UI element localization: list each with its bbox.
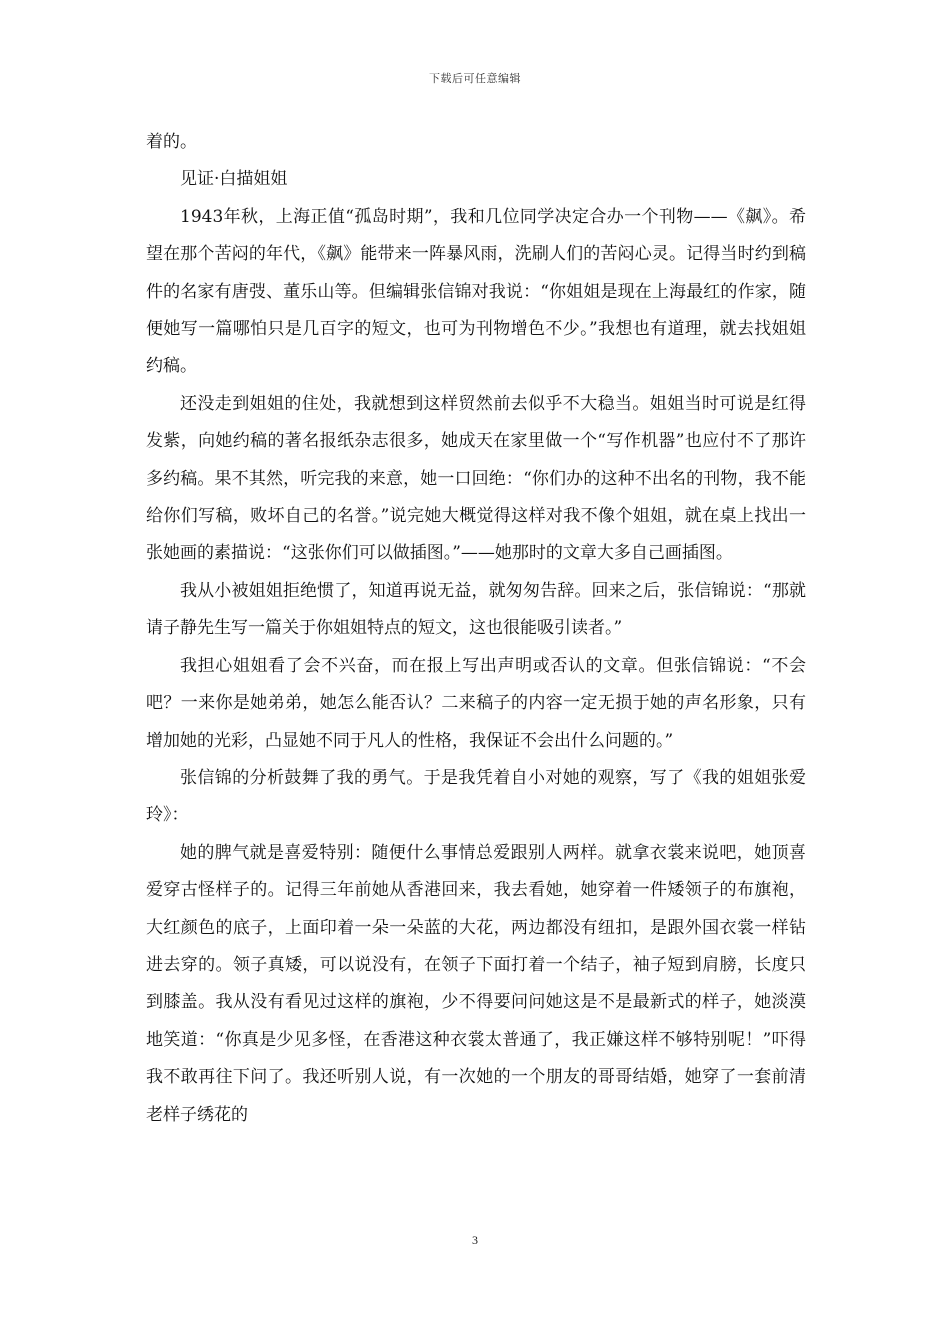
paragraph-4: 我从小被姐姐拒绝惯了，知道再说无益，就匆匆告辞。回来之后，张信锦说：“那就请子静先生写一篇关于你姐姐特点的短文，这也很能吸引读者。” [146, 580, 806, 639]
document-body [146, 124, 806, 1134]
paragraph-1: 着的。 [146, 132, 197, 152]
paragraph-7: 她的脾气就是喜爱特别：随便什么事情总爱跟别人两样。就拿衣裳来说吧，她顶喜爱穿古怪样子的。记得三年前她从香港回来，我去看她，她穿着一件矮领子的布旗袍，大红颜色的底子，上面印着一朵一朵蓝的大花，两边都没有纽扣，是跟外国衣裳一样钻进去穿的。领子真矮，可以说没有，在领子下面打着一个结子，袖子短到肩膀，长度只到膝盖。我从没有看见过这样的旗袍，少不得要问问她这是不是最新式的样子，她淡漠地笑道：“你真是少见多怪，在香港这种衣裳太普通了，我正嫌这样不够特别呢！”吓得我不敢再往下问了。我还听别人说，有一次她的一个朋友的哥哥结婚，她穿了一套前清老样子绣花的 [146, 842, 806, 1125]
section-heading: 见证·白描姐姐 [180, 169, 288, 190]
paragraph-5: 我担心姐姐看了会不兴奋，而在报上写出声明或否认的文章。但张信锦说：“不会吧？一来你是她弟弟，她怎么能否认？二来稿子的内容一定无损于她的声名形象，只有增加她的光彩，凸显她不同于凡人的性格，我保证不会出什么问题的。” [146, 655, 806, 751]
paragraph-6: 张信锦的分析鼓舞了我的勇气。于是我凭着自小对她的观察，写了《我的姐姐张爱玲》： [146, 767, 806, 826]
page-number: 3 [472, 1233, 478, 1247]
paragraph-2: 1943年秋，上海正值“孤岛时期”，我和几位同学决定合办一个刊物——《飙》。希望在那个苦闷的年代，《飙》能带来一阵暴风雨，洗刷人们的苦闷心灵。记得当时约到稿件的名家有唐弢、董乐山等。但编辑张信锦对我说：“你姐姐是现在上海最红的作家，随便她写一篇哪怕只是几百字的短文，也可为刊物增色不少。”我想也有道理，就去找姐姐约稿。 [146, 206, 806, 377]
page-header: 下载后可任意编辑 [429, 72, 521, 85]
paragraph-3: 还没走到姐姐的住处，我就想到这样贸然前去似乎不大稳当。姐姐当时可说是红得发紫，向她约稿的著名报纸杂志很多，她成天在家里做一个“写作机器”也应付不了那许多约稿。果不其然，听完我的来意，她一口回绝：“你们办的这种不出名的刊物，我不能给你们写稿，败坏自己的名誉。”说完她大概觉得这样对我不像个姐姐，就在桌上找出一张她画的素描说：“这张你们可以做插图。”——她那时的文章大多自己画插图。 [146, 393, 806, 564]
